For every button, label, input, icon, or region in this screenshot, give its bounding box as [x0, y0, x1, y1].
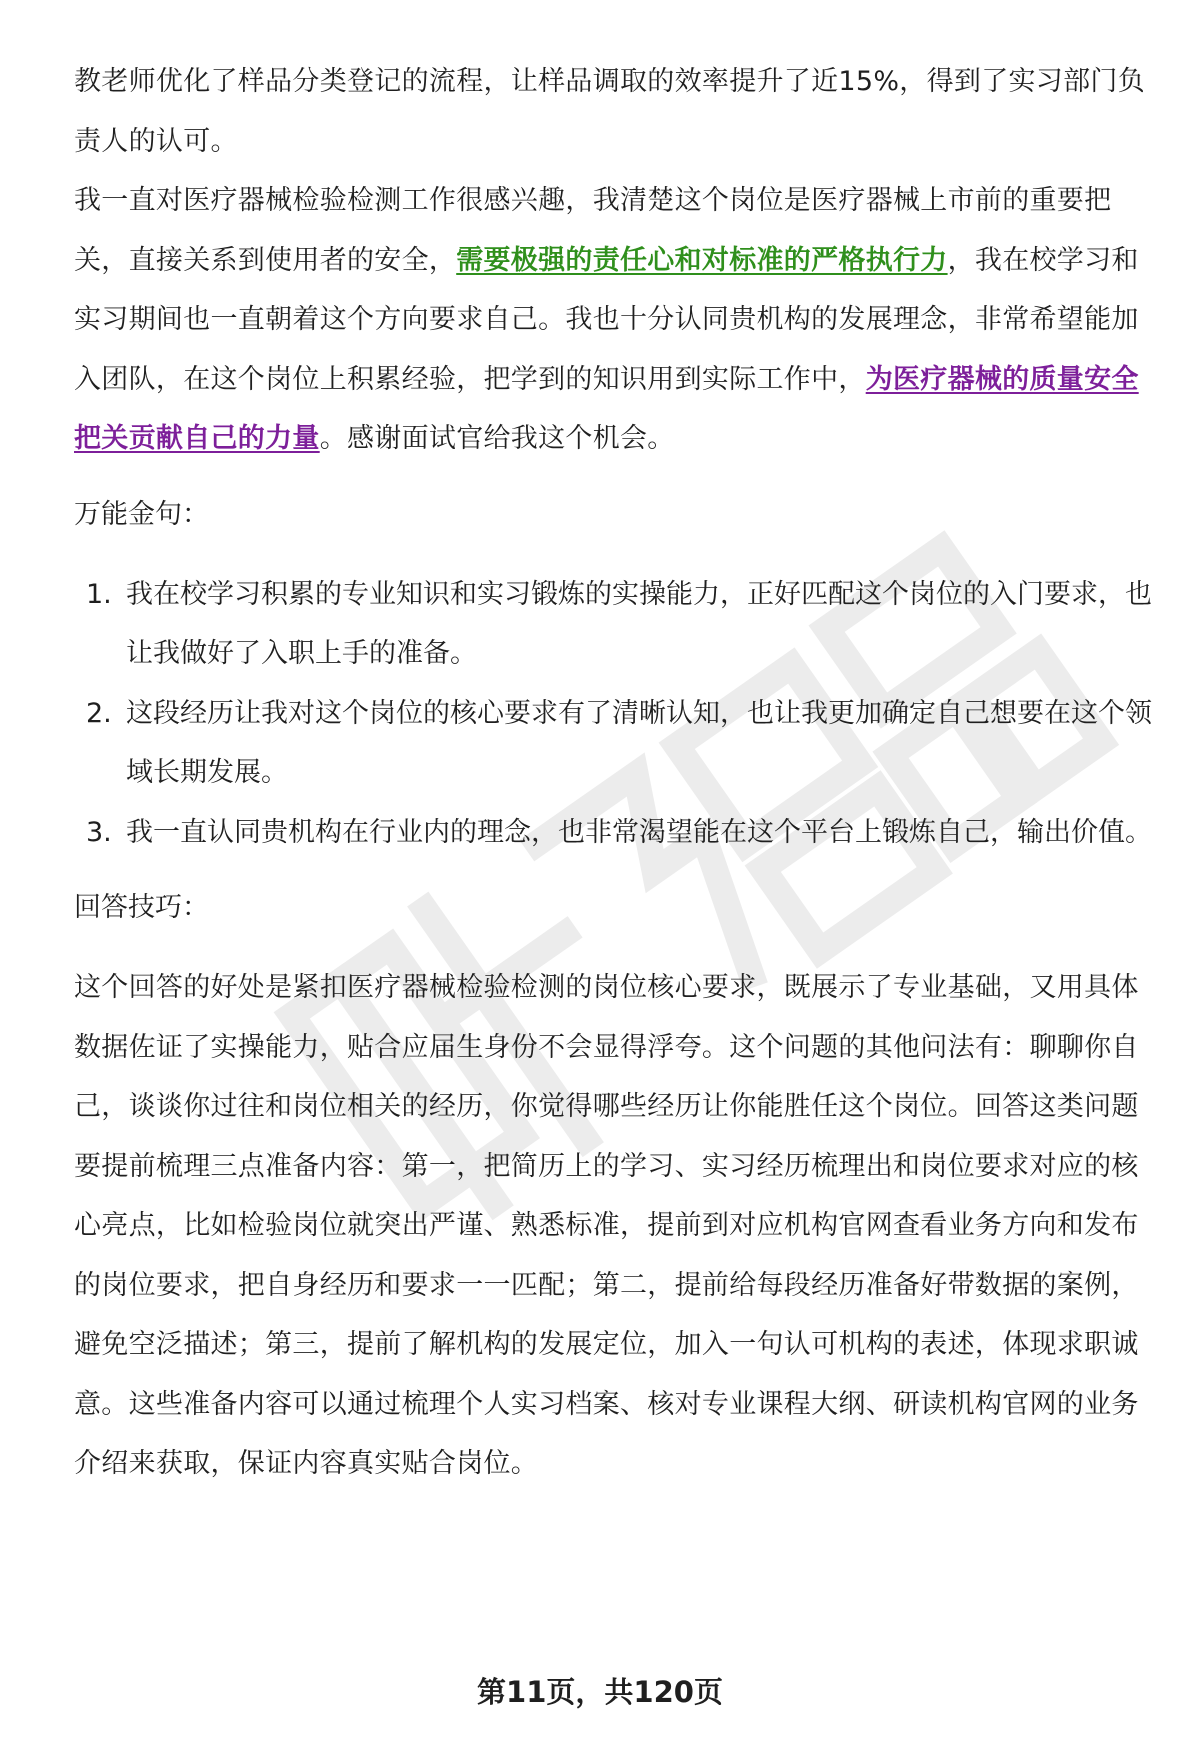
golden-sentences-list: [74, 565, 1154, 863]
paragraph-text: 我一直对医疗器械检验检测工作很感兴趣，我清楚这个岗位是医疗器械上市前的重要把关，直接关系到使用者的安全，: [74, 185, 1112, 276]
paragraph-text: ，我在校学习和实习期间也一直朝着这个方向要求自己。我也十分认同贵机构的发展理念，非常希望能加入团队，在这个岗位上积累经验，把学到的知识用到实际工作中，: [74, 244, 1139, 395]
list-text: 我一直认同贵机构在行业内的理念，也非常渴望能在这个平台上锻炼自己，输出价值。: [126, 816, 1152, 848]
list-item: [74, 684, 1154, 803]
list-item: [74, 803, 1154, 863]
list-text: 我在校学习积累的专业知识和实习锻炼的实操能力，正好匹配这个岗位的入门要求，也让我做好了入职上手的准备。: [126, 578, 1152, 669]
paragraph-text: 教老师优化了样品分类登记的流程，让样品调取的效率提升了近15%，得到了实习部门负责人的认可。: [74, 66, 1146, 157]
highlight-contribution: 为医疗器械的质量安全把关贡献自己的力量: [74, 363, 1139, 454]
document-body: [74, 52, 1154, 1494]
answer-tips-paragraph: [74, 958, 1154, 1494]
page-number: 第11页，共120页: [477, 1675, 723, 1709]
list-number: 2.: [86, 697, 112, 729]
list-text: 这段经历让我对这个岗位的核心要求有了清晰认知，也让我更加确定自己想要在这个领域长期发展。: [126, 697, 1152, 788]
golden-sentences-heading: 万能金句：: [74, 498, 209, 530]
paragraph-motivation: [74, 171, 1154, 469]
paragraph-text: 这个回答的好处是紧扣医疗器械检验检测的岗位核心要求，既展示了专业基础，又用具体数据佐证了实操能力，贴合应届生身份不会显得浮夸。这个问题的其他问法有：聊聊你自己，谈谈你过往和岗位相关的经历，你觉得哪些经历让你能胜任这个岗位。回答这类问题要提前梳理三点准备内容：第一，把简历上的学习、实习经历梳理出和岗位要求对应的核心亮点，比如检验岗位就突出严谨、熟悉标准，提前到对应机构官网查看业务方向和发布的岗位要求，把自身经历和要求一一匹配；第二，提前给每段经历准备好带数据的案例，避免空泛描述；第三，提前了解机构的发展定位，加入一句认可机构的表述，体现求职诚意。这些准备内容可以通过梳理个人实习档案、核对专业课程大纲、研读机构官网的业务介绍来获取，保证内容真实贴合岗位。: [74, 972, 1139, 1479]
paragraph-intro-end: [74, 52, 1154, 171]
list-item: [74, 565, 1154, 684]
answer-tips-heading: 回答技巧：: [74, 892, 209, 923]
list-number: 1.: [86, 578, 112, 610]
highlight-responsibility: 需要极强的责任心和对标准的严格执行力: [456, 244, 948, 276]
list-number: 3.: [86, 816, 112, 848]
paragraph-text: 。感谢面试官给我这个机会。: [319, 423, 675, 454]
